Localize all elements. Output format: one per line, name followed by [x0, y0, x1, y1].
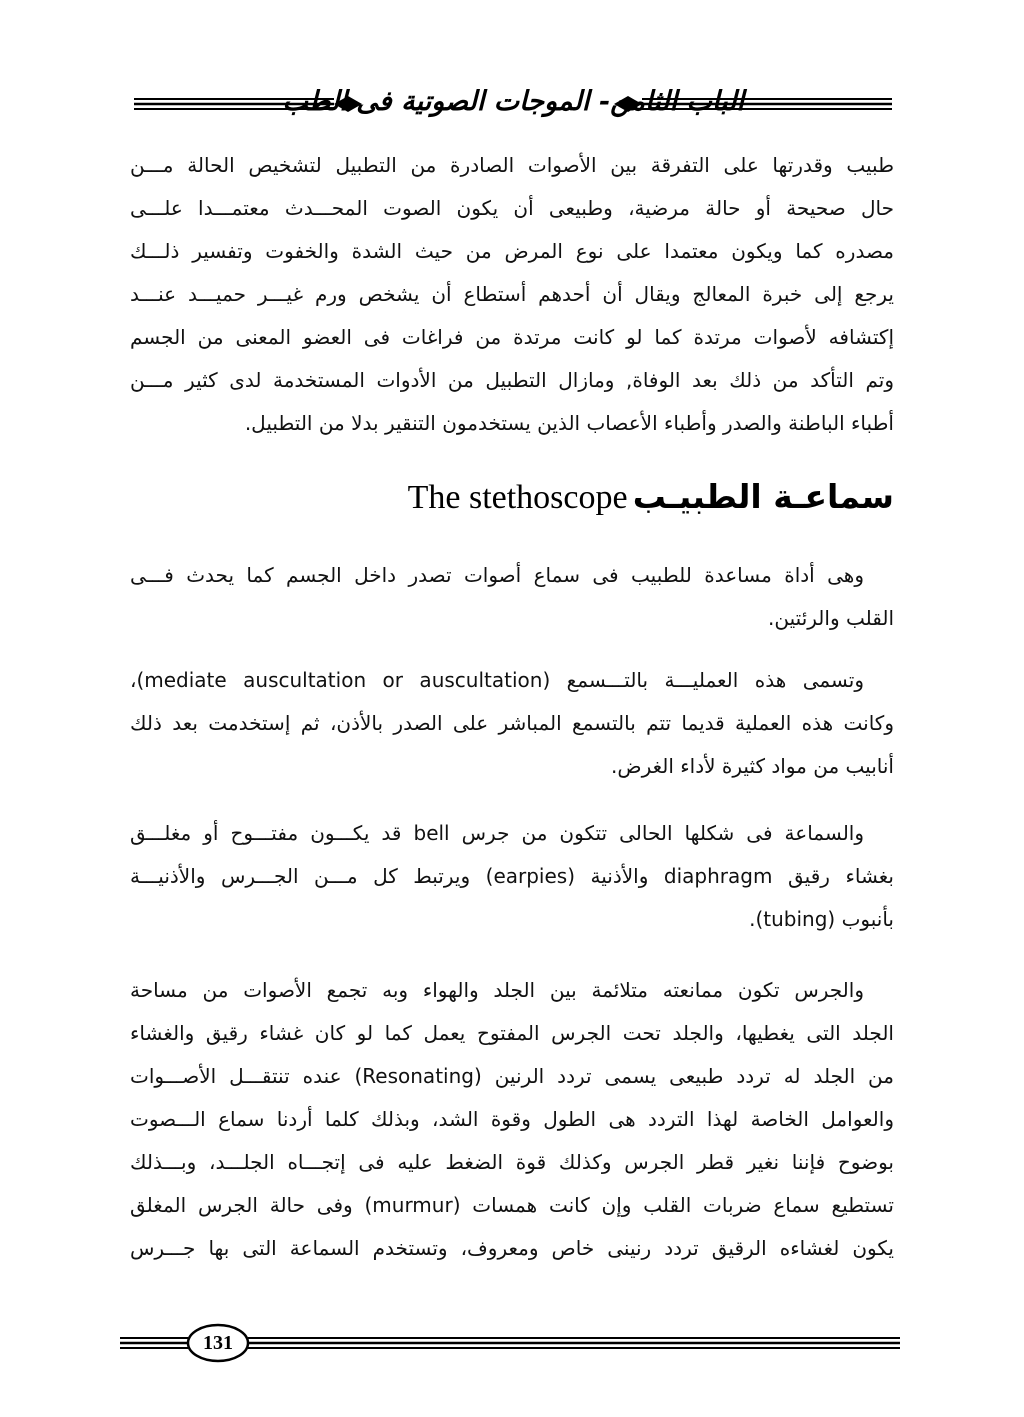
- text-line: والسماعة فى شكلها الحالى تتكون من جرس bell قد يكـــون مفتـــوح أو مغلـــق: [130, 821, 864, 845]
- text-line: إكتشافه لأصوات مرتدة كما لو كانت مرتدة من فراغات فى العضو المعنى من الجسم: [130, 325, 894, 349]
- section-heading-arabic: سماعـة الطبيـب: [632, 477, 894, 516]
- text-line: بوضوح فإننا نغير قطر الجرس وكذلك قوة الضغط عليه فى إتجـــاه الجلـــد، وبـــذلك: [130, 1150, 894, 1174]
- text-line: والجرس تكون ممانعته متلائمة بين الجلد والهواء وبه تجمع الأصوات من مساحة: [130, 978, 864, 1002]
- text-line: وهى أداة مساعدة للطبيب فى سماع أصوات تصدر داخل الجسم كما يحدث فـــى: [130, 563, 864, 587]
- text-line: طبيب وقدرتها على التفرقة بين الأصوات الصادرة من التطبيل لتشخيص الحالة مـــن: [130, 153, 894, 177]
- chapter-title: الباب الثامن- الموجات الصوتية فى الطب: [282, 86, 744, 117]
- text-line: أطباء الباطنة والصدر وأطباء الأعصاب الذين يستخدمون التنقير بدلا من التطبيل.: [244, 411, 894, 435]
- text-line: الجلد التى يغطيها، والجلد تحت الجرس المفتوح يعمل كما لو كان غشاء رقيق والغشاء: [130, 1021, 894, 1045]
- text-line: حال صحيحة أو حالة مرضية، وطبيعى أن يكون الصوت المحـــدث معتمـــدا علـــى: [130, 196, 894, 220]
- section-heading: [408, 470, 894, 524]
- text-line: مصدره كما ويكون معتمدا على نوع المرض من حيث الشدة والخفوت وتفسير ذلـــك: [130, 239, 894, 263]
- page-footer: [120, 1318, 900, 1368]
- text-line: القلب والرئتين.: [768, 606, 894, 630]
- page-number: 131: [203, 1332, 233, 1354]
- text-line: وتسمى هذه العمليـــة بالتـــسمع (mediate auscultation or auscultation)،: [130, 668, 864, 692]
- text-line: والعوامل الخاصة لهذا التردد هى الطول وقوة الشد، وبذلك كلما أردنا سماع الـــصوت: [130, 1107, 894, 1131]
- text-line: أنابيب من مواد كثيرة لأداء الغرض.: [611, 754, 894, 778]
- text-line: بغشاء رقيق diaphragm والأذنية (earpies) ويرتبط كل مـــن الجـــرس والأذنيـــة: [130, 864, 894, 888]
- page-header: [122, 78, 892, 128]
- text-line: تستطيع سماع ضربات القلب وإن كانت همسات (murmur) وفى حالة الجرس المغلق: [130, 1193, 894, 1217]
- text-line: يرجع إلى خبرة المعالج ويقال أن أحدهم أستطاع أن يشخص ورم غيـــر حميـــد عنـــد: [130, 282, 894, 306]
- text-line: يكون لغشاءه الرقيق تردد رنينى خاص ومعروف، وتستخدم السماعة التى بها جـــرس: [130, 1236, 894, 1260]
- section-heading-english: The stethoscope: [407, 479, 628, 516]
- text-line: وكانت هذه العملية قديما تتم بالتسمع المباشر على الصدر بالأذن، ثم إستخدمت بعد ذلك: [130, 711, 894, 735]
- text-line: من الجلد له تردد طبيعى يسمى تردد الرنين (Resonating) عنده تنتقـــل الأصـــوات: [130, 1064, 894, 1088]
- text-line: وتم التأكد من ذلك بعد الوفاة, ومازال التطبيل من الأدوات المستخدمة لدى كثير مـــن: [130, 368, 894, 392]
- text-line: بأنبوب (tubing).: [749, 907, 894, 931]
